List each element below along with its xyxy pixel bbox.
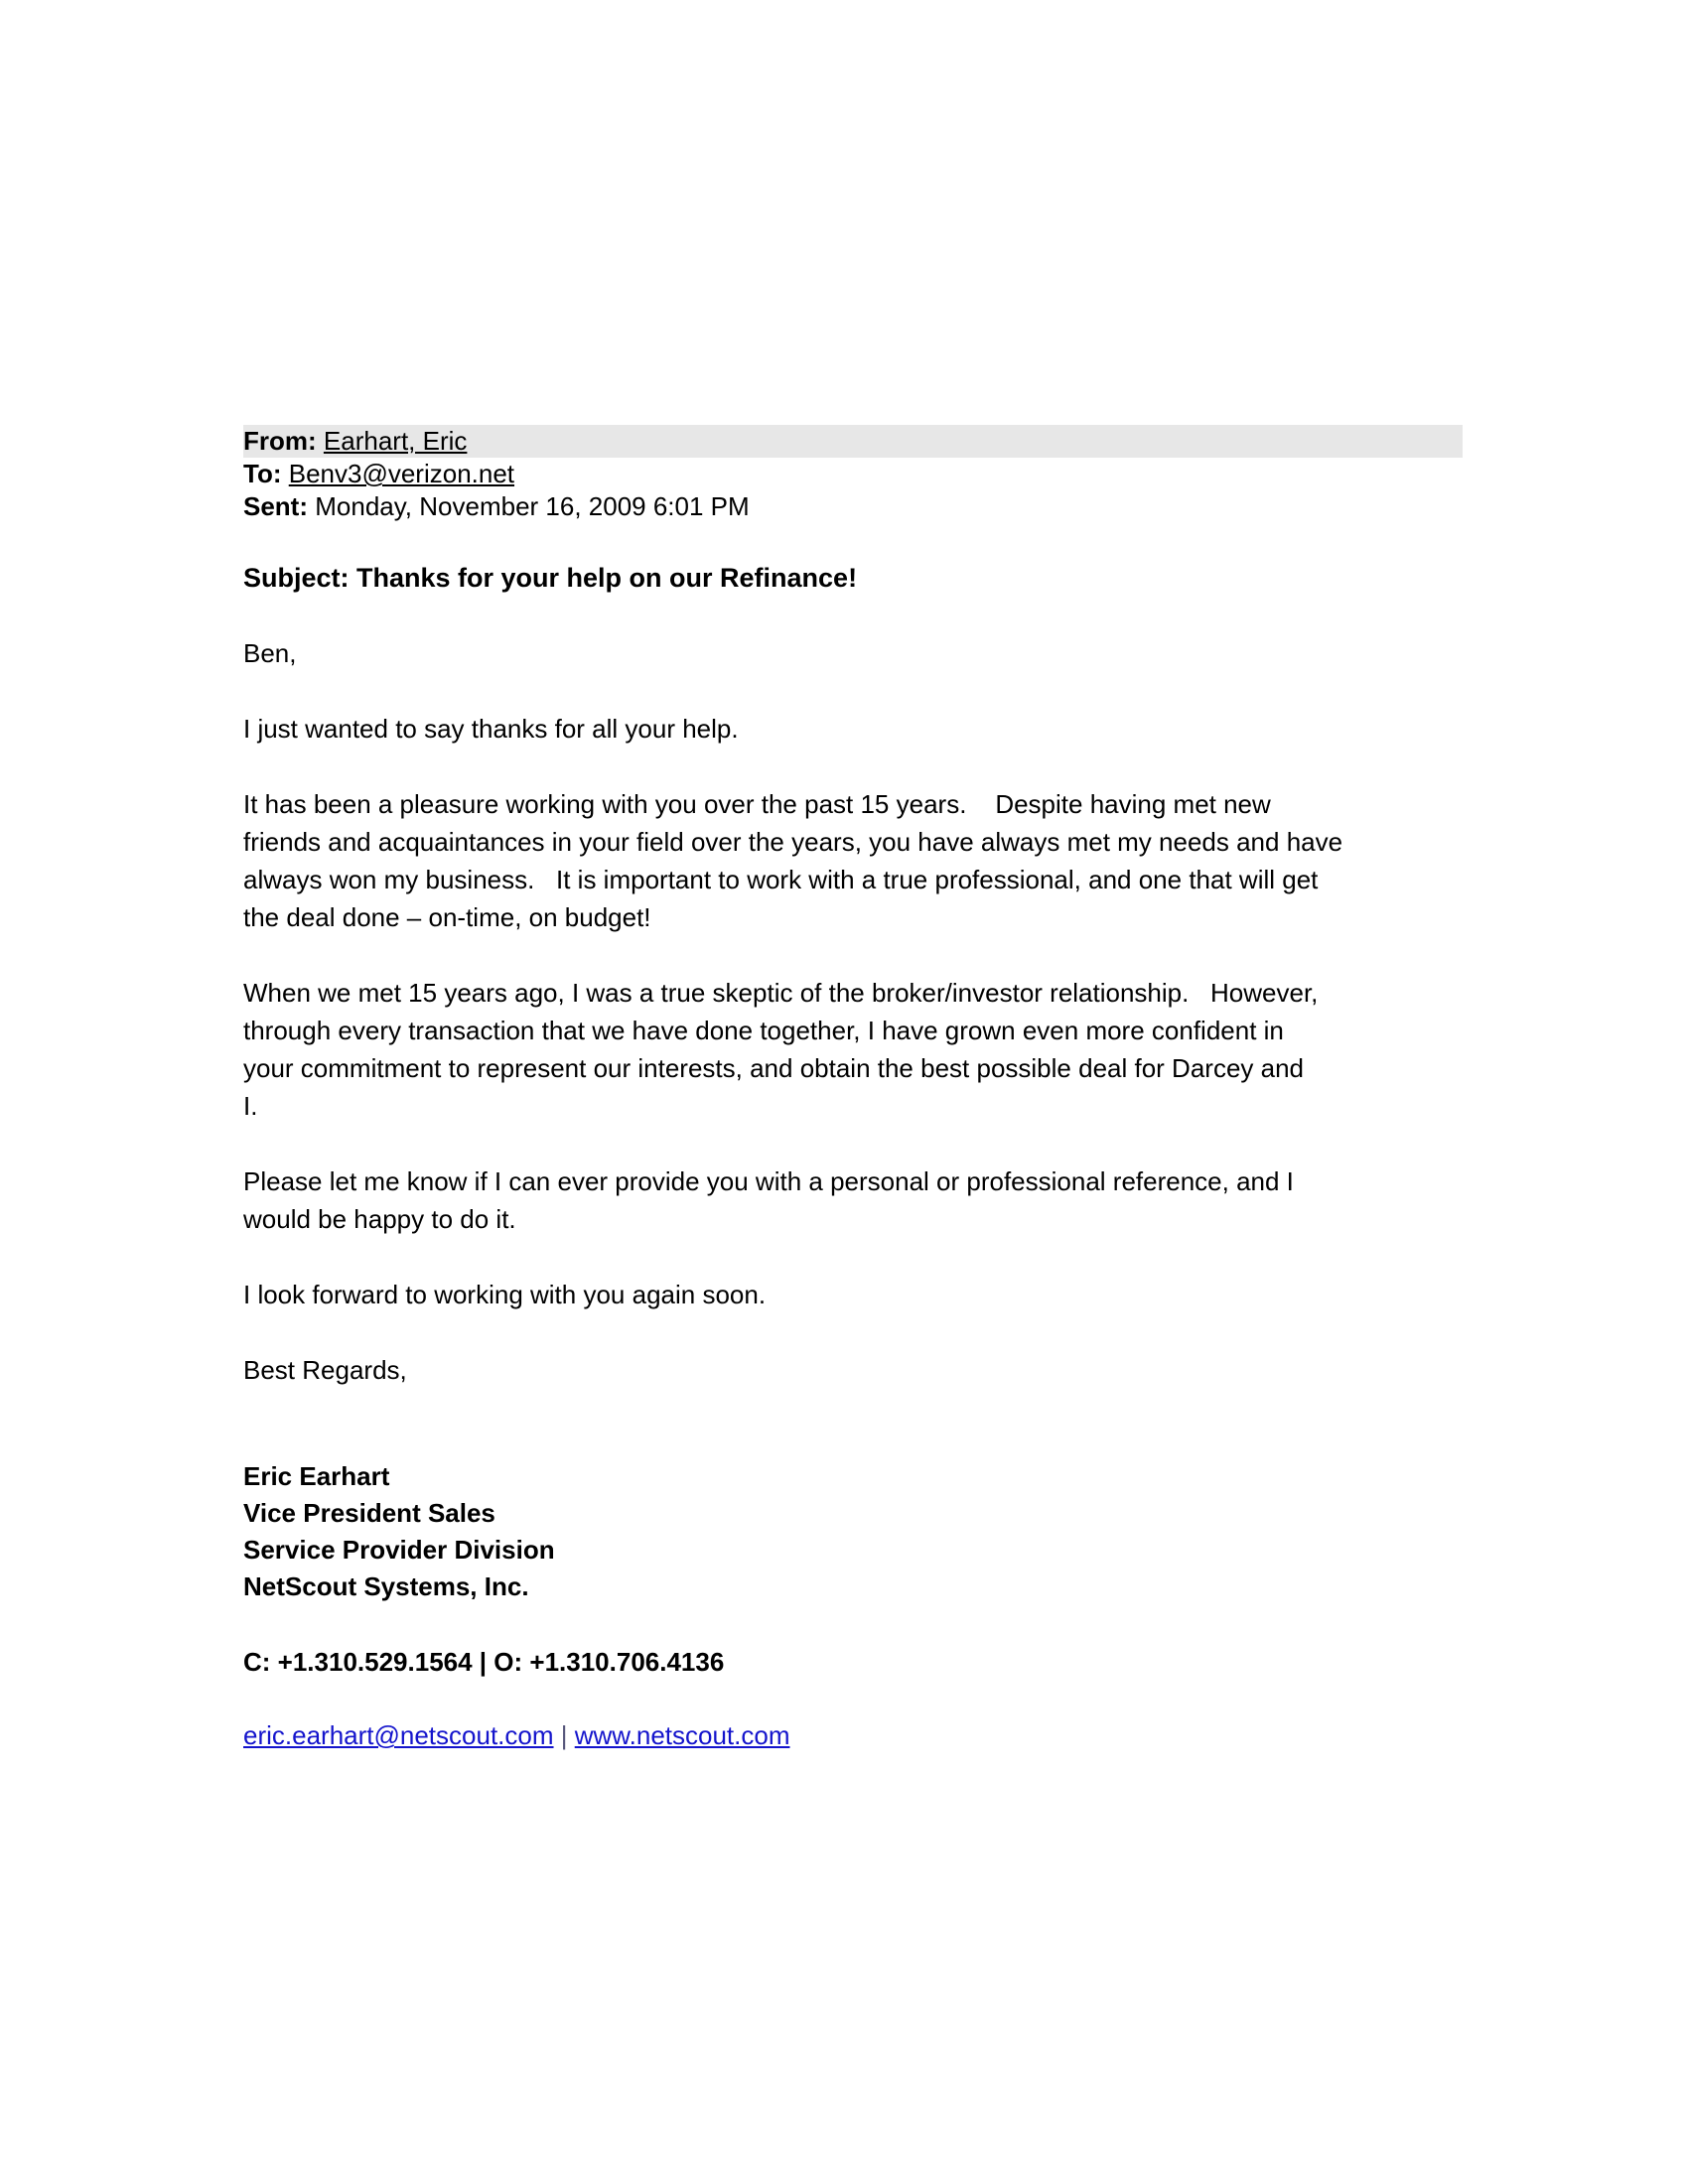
website-link[interactable]: www.netscout.com bbox=[574, 1720, 790, 1750]
sent-value: Monday, November 16, 2009 6:01 PM bbox=[315, 491, 750, 521]
paragraph-line: Please let me know if I can ever provide you with a personal or professional reference, and I bbox=[243, 1166, 1294, 1196]
sent-label: Sent: bbox=[243, 491, 308, 521]
paragraph-closing bbox=[243, 1351, 1463, 1389]
paragraph-line: the deal done – on-time, on budget! bbox=[243, 902, 651, 932]
signature-links-row bbox=[243, 1716, 1463, 1754]
from-spacer bbox=[317, 426, 324, 456]
paragraph-line: through every transaction that we have done together, I have grown even more confident in bbox=[243, 1016, 1284, 1045]
from-value-link[interactable]: Earhart, Eric bbox=[323, 426, 468, 456]
paragraph-pleasure bbox=[243, 785, 1463, 936]
paragraph-line: friends and acquaintances in your field over the years, you have always met my needs and have bbox=[243, 827, 1343, 857]
subject-line: Subject: Thanks for your help on our Refinance! bbox=[243, 563, 858, 593]
sent-row bbox=[243, 490, 1463, 523]
signature-title: Vice President Sales bbox=[243, 1498, 495, 1528]
paragraph-line: I just wanted to say thanks for all your help. bbox=[243, 714, 739, 744]
paragraph-line: Ben, bbox=[243, 638, 297, 668]
link-separator: | bbox=[553, 1720, 575, 1750]
paragraph-line: your commitment to represent our interests, and obtain the best possible deal for Darcey and bbox=[243, 1053, 1305, 1083]
signature-name: Eric Earhart bbox=[243, 1461, 390, 1491]
paragraph-greeting bbox=[243, 634, 1463, 672]
paragraph-line: It has been a pleasure working with you over the past 15 years. Despite having met new bbox=[243, 789, 1271, 819]
paragraph-skeptic bbox=[243, 974, 1463, 1125]
signature-phone-line: C: +1.310.529.1564 | O: +1.310.706.4136 bbox=[243, 1647, 725, 1677]
paragraph-reference bbox=[243, 1162, 1463, 1238]
from-label: From: bbox=[243, 426, 317, 456]
paragraph-line: When we met 15 years ago, I was a true skeptic of the broker/investor relationship. However, bbox=[243, 978, 1319, 1008]
paragraph-line: I look forward to working with you again soon. bbox=[243, 1280, 767, 1309]
paragraph-line: always won my business. It is important to work with a true professional, and one that will get bbox=[243, 865, 1319, 894]
paragraph-thanks bbox=[243, 710, 1463, 748]
email-content bbox=[243, 425, 1463, 1754]
to-spacer bbox=[282, 459, 289, 488]
paragraph-line: I. bbox=[243, 1091, 258, 1121]
paragraph-line: would be happy to do it. bbox=[243, 1204, 516, 1234]
signature-division: Service Provider Division bbox=[243, 1535, 555, 1565]
signature-company: NetScout Systems, Inc. bbox=[243, 1571, 529, 1601]
to-label: To: bbox=[243, 459, 282, 488]
paragraph-lookforward bbox=[243, 1276, 1463, 1313]
to-value-link[interactable]: Benv3@verizon.net bbox=[288, 459, 515, 488]
email-link[interactable]: eric.earhart@netscout.com bbox=[243, 1720, 554, 1750]
signature-block bbox=[243, 1458, 1463, 1605]
to-row bbox=[243, 458, 1463, 490]
from-row bbox=[243, 425, 1463, 458]
paragraph-line: Best Regards, bbox=[243, 1355, 407, 1385]
